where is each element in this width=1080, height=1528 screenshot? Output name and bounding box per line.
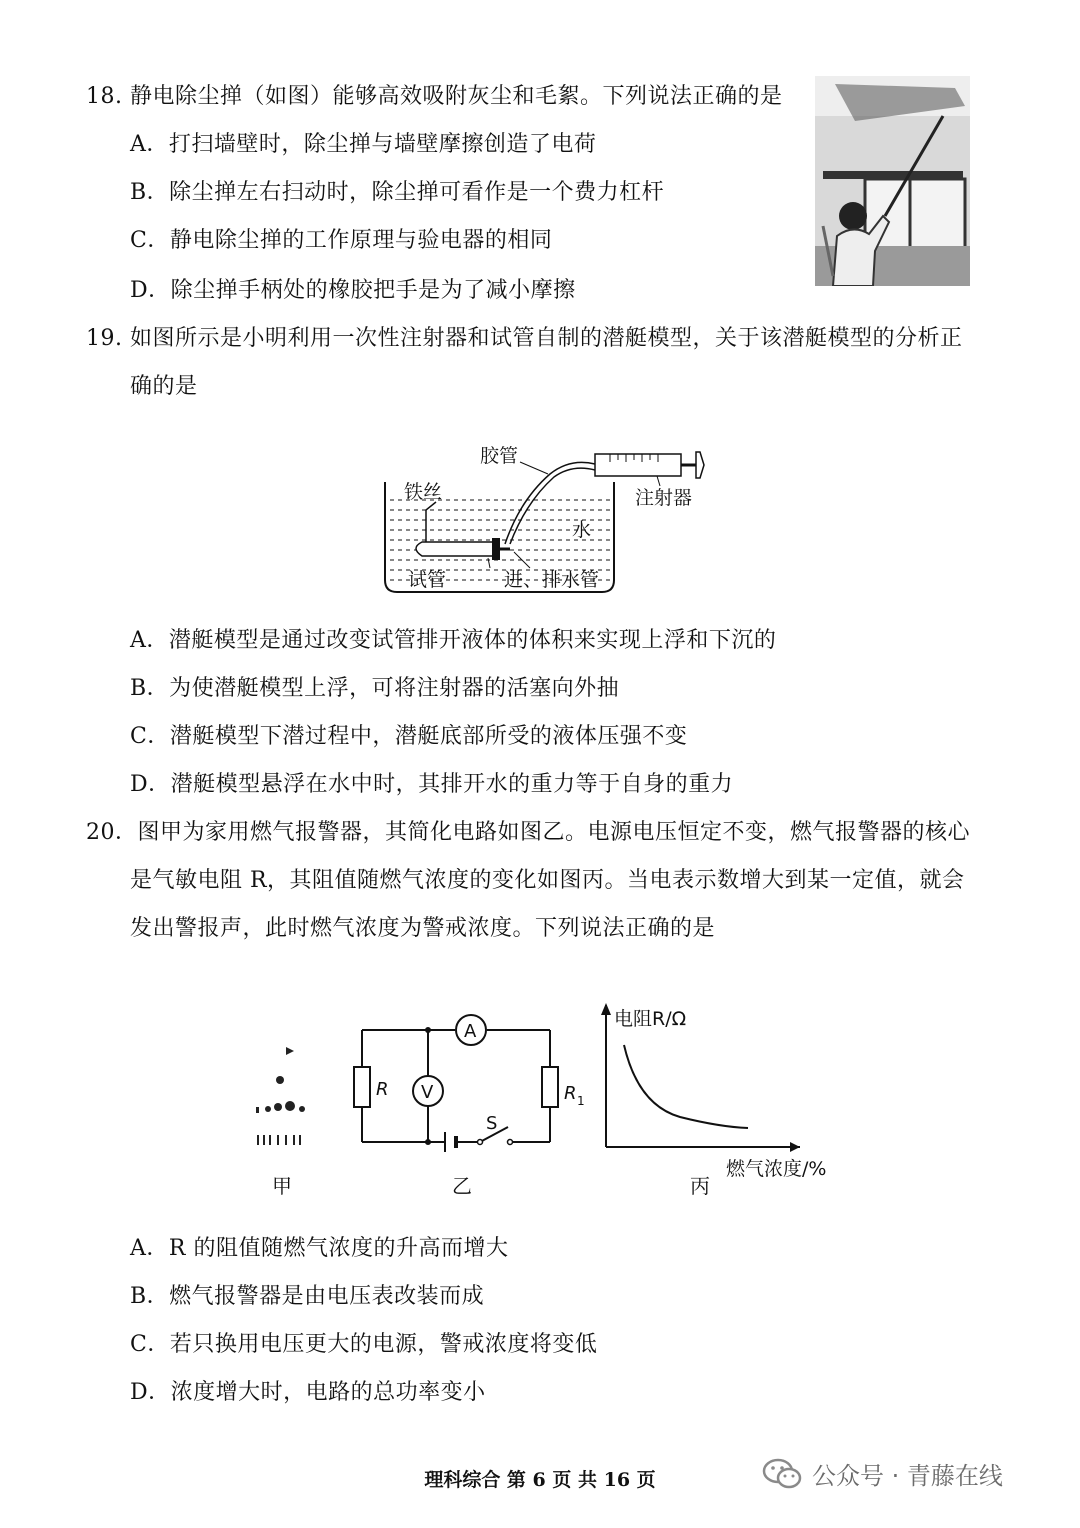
voltmeter-label: V	[421, 1082, 434, 1103]
label-tube: 试管	[408, 569, 447, 591]
label-syringe: 注射器	[635, 487, 693, 509]
q20-stem-line2: 是气敏电阻 R，其阻值随燃气浓度的变化如图丙。当电表示数增大到某一定值，就会	[130, 868, 965, 893]
q20-stem-line1: 20．图甲为家用燃气报警器，其简化电路如图乙。电源电压恒定不变，燃气报警器的核心	[86, 820, 970, 845]
label-water: 水	[572, 519, 592, 541]
label-bing: 丙	[690, 1174, 710, 1198]
ammeter-label: A	[464, 1021, 477, 1042]
resistor-r-label: R	[376, 1079, 389, 1100]
q18-option-c: C．静电除尘掸的工作原理与验电器的相同	[130, 228, 553, 253]
q19-stem-line1: 19. 如图所示是小明利用一次性注射器和试管自制的潜艇模型，关于该潜艇模型的分析正	[86, 326, 963, 351]
label-yi: 乙	[452, 1174, 472, 1198]
label-wire: 铁丝	[404, 481, 443, 503]
x-axis-label: 燃气浓度/%	[726, 1158, 827, 1180]
gas-alarm-device-figure	[256, 1047, 305, 1145]
q20-option-a: A．R 的阻值随燃气浓度的升高而增大	[130, 1236, 509, 1261]
watermark	[762, 1456, 1003, 1491]
q20-stem-line3: 发出警报声，此时燃气浓度为警戒浓度。下列说法正确的是	[130, 916, 716, 941]
q20-option-d: D．浓度增大时，电路的总功率变小	[130, 1380, 486, 1405]
q20-option-c: C．若只换用电压更大的电源，警戒浓度将变低	[130, 1332, 598, 1357]
q19-option-c: C．潜艇模型下潜过程中，潜艇底部所受的液体压强不变	[130, 724, 688, 749]
page-footer: 理科综合 第 6 页 共 16 页	[424, 1469, 656, 1491]
q18-stem: 18. 静电除尘掸（如图）能够高效吸附灰尘和毛絮。下列说法正确的是	[86, 84, 783, 109]
q18-option-d: D．除尘掸手柄处的橡胶把手是为了减小摩擦	[130, 278, 576, 303]
q19-option-a: A．潜艇模型是通过改变试管排开液体的体积来实现上浮和下沉的	[130, 628, 777, 653]
q18-duster-photo	[815, 76, 970, 286]
resistance-curve	[624, 1045, 748, 1128]
label-hose: 胶管	[480, 445, 519, 467]
resistor-r1-label: R	[564, 1083, 577, 1104]
q19-option-d: D．潜艇模型悬浮在水中时，其排开水的重力等于自身的重力	[130, 772, 734, 797]
q20-option-b: B．燃气报警器是由电压表改装而成	[130, 1284, 485, 1309]
wechat-icon	[762, 1458, 802, 1490]
y-axis-label: 电阻R/Ω	[614, 1008, 687, 1030]
switch-label: S	[486, 1113, 498, 1134]
label-inlet: 进、排水管	[504, 569, 600, 591]
label-jia: 甲	[272, 1174, 292, 1198]
q19-submarine-figure	[380, 440, 720, 600]
q18-option-b: B．除尘掸左右扫动时，除尘掸可看作是一个费力杠杆	[130, 180, 665, 205]
q18-option-a: A．打扫墙壁时，除尘掸与墙壁摩擦创造了电荷	[130, 132, 597, 157]
watermark-text: 公众号 · 青藤在线	[812, 1462, 1003, 1490]
q19-option-b: B．为使潜艇模型上浮，可将注射器的活塞向外抽	[130, 676, 620, 701]
resistor-r1-subscript: 1	[577, 1094, 585, 1108]
q19-stem-line2: 确的是	[130, 374, 198, 399]
q20-figures	[240, 995, 860, 1205]
